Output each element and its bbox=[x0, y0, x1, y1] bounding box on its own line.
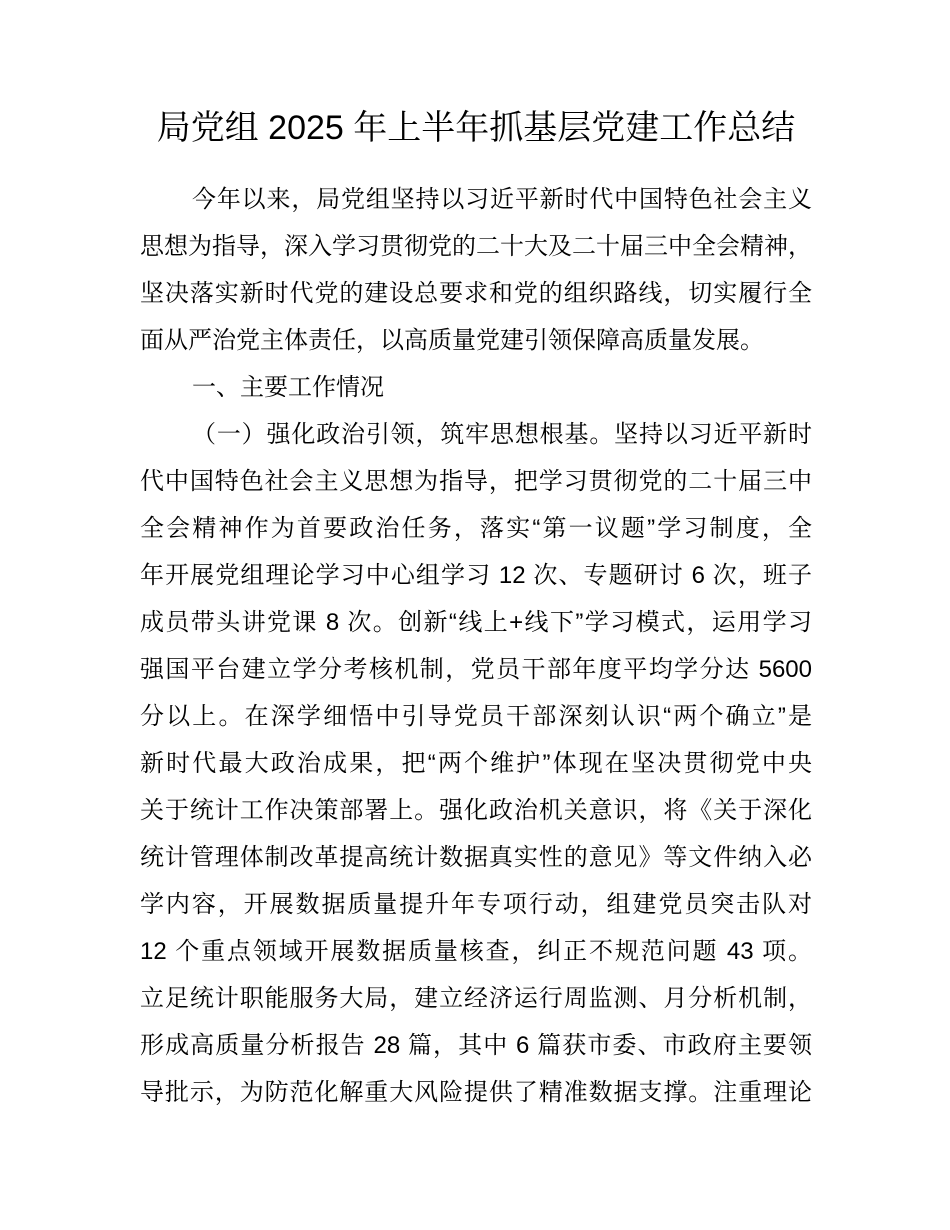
paragraph-1-line: 思想为指导，深入学习贯彻党的二十大及二十届三中全会精神， bbox=[140, 233, 812, 260]
paragraph-2-line: 形成高质量分析报告 28 篇，其中 6 篇获市委、市政府主要领 bbox=[140, 1032, 812, 1059]
paragraph-2-line: 强国平台建立学分考核机制，党员干部年度平均学分达 5600 bbox=[140, 656, 812, 683]
paragraph-1-line: 今年以来，局党组坚持以习近平新时代中国特色社会主义 bbox=[192, 186, 812, 213]
paragraph-1-line: 坚决落实新时代党的建设总要求和党的组织路线，切实履行全 bbox=[140, 280, 812, 307]
paragraph-2-line: （一）强化政治引领，筑牢思想根基。坚持以习近平新时 bbox=[192, 421, 812, 448]
paragraph-2-line: 代中国特色社会主义思想为指导，把学习贯彻党的二十届三中 bbox=[140, 468, 812, 495]
paragraph-2-line: 关于统计工作决策部署上。强化政治机关意识，将《关于深化 bbox=[140, 797, 812, 824]
paragraph-2-line: 分以上。在深学细悟中引导党员干部深刻认识“两个确立”是 bbox=[140, 703, 812, 730]
paragraph-2-line: 全会精神作为首要政治任务，落实“第一议题”学习制度，全 bbox=[140, 515, 812, 542]
paragraph-2-line: 立足统计职能服务大局，建立经济运行周监测、月分析机制， bbox=[140, 985, 812, 1012]
section-heading: 一、主要工作情况 bbox=[192, 374, 384, 401]
paragraph-2-line: 新时代最大政治成果，把“两个维护”体现在坚决贯彻党中央 bbox=[140, 750, 812, 777]
paragraph-2-line: 年开展党组理论学习中心组学习 12 次、专题研讨 6 次，班子 bbox=[140, 562, 812, 589]
paragraph-2-line: 成员带头讲党课 8 次。创新“线上+线下”学习模式，运用学习 bbox=[140, 609, 812, 636]
paragraph-2-line: 学内容，开展数据质量提升年专项行动，组建党员突击队对 bbox=[140, 891, 812, 918]
paragraph-2-line: 12 个重点领域开展数据质量核查，纠正不规范问题 43 项。 bbox=[140, 938, 812, 965]
document-title: 局党组 2025 年上半年抓基层党建工作总结 bbox=[156, 109, 796, 147]
paragraph-2-line: 统计管理体制改革提高统计数据真实性的意见》等文件纳入必 bbox=[140, 844, 812, 871]
paragraph-1-line: 面从严治党主体责任，以高质量党建引领保障高质量发展。 bbox=[140, 327, 764, 354]
paragraph-2-line: 导批示，为防范化解重大风险提供了精准数据支撑。注重理论 bbox=[140, 1079, 812, 1106]
